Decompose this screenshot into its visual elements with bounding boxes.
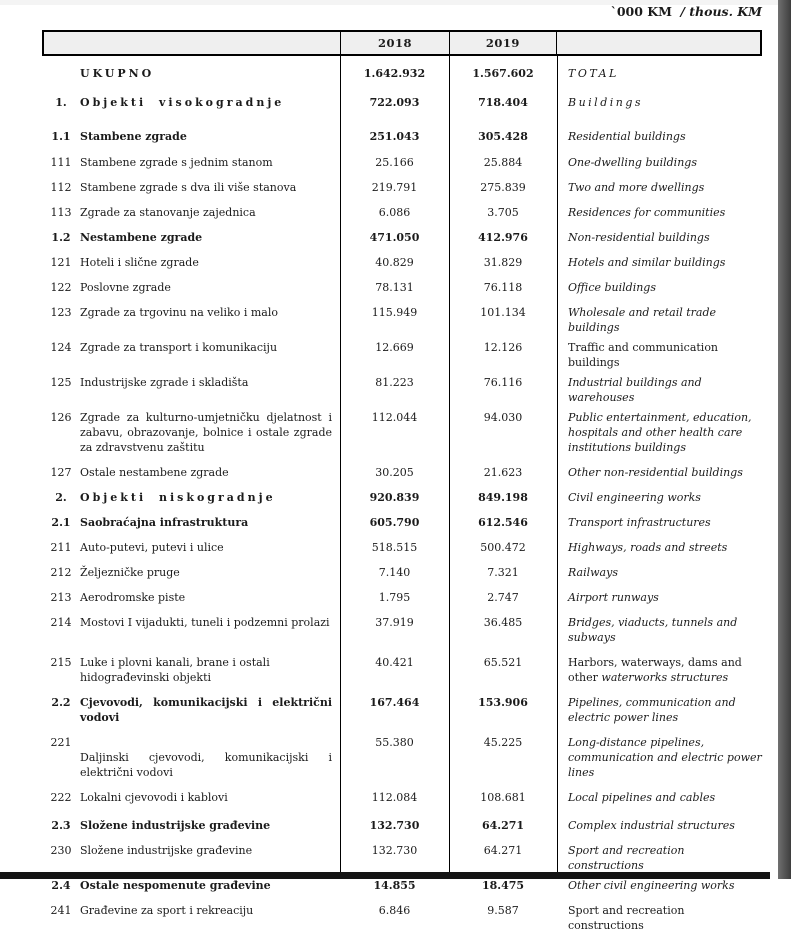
row-code: 122: [50, 281, 72, 294]
row-label-english: Sport and recreation constructions: [568, 904, 685, 932]
value-2018: 722.093: [369, 96, 420, 109]
table-row: [42, 86, 762, 116]
value-2019: 849.198: [478, 491, 528, 504]
row-label-bosnian: Mostovi I vijadukti, tuneli i podzemni prolazi: [80, 616, 330, 629]
table-row: [42, 175, 762, 200]
row-code: 1.2: [51, 231, 71, 244]
value-2018: 40.421: [375, 656, 414, 669]
row-label-english: [557, 655, 762, 685]
table-row: [42, 560, 762, 585]
row-code: 230: [50, 844, 72, 857]
value-2019: 65.521: [483, 656, 523, 669]
row-code: 2.: [55, 491, 67, 504]
table-header: [42, 30, 762, 56]
value-2018: 25.166: [375, 156, 414, 169]
row-code: 126: [50, 411, 72, 424]
row-code: 2.1: [51, 516, 71, 529]
value-2018: 167.464: [369, 696, 420, 709]
value-2018: 81.223: [375, 376, 414, 389]
table-row: [42, 405, 762, 460]
row-code: 213: [50, 591, 72, 604]
row-label-bosnian: Zgrade za transport i komunikaciju: [80, 341, 278, 354]
row-code: 127: [50, 466, 72, 479]
unit-note-km: `000 KM: [610, 4, 672, 19]
table-row: [42, 690, 762, 730]
row-code: 221: [50, 736, 72, 749]
row-label-bosnian: Građevine za sport i rekreaciju: [80, 904, 254, 917]
value-2019: 500.472: [480, 541, 526, 554]
row-code: 2.2: [51, 696, 71, 709]
value-2019: 45.225: [483, 736, 523, 749]
row-label-english: Non-residential buildings: [568, 231, 710, 244]
value-2019: 18.475: [481, 879, 525, 892]
table-row: [42, 510, 762, 535]
row-label-bosnian: Luke i plovni kanali, brane i ostali hidograđevinski objekti: [80, 656, 270, 684]
value-2018: 115.949: [371, 306, 418, 319]
value-2019: 412.976: [478, 231, 528, 244]
row-label-english: Airport runways: [568, 591, 659, 604]
value-2018: 132.730: [369, 819, 420, 832]
value-2018: 1.795: [378, 591, 411, 604]
row-label-english: Long-distance pipelines, communication and electric power lines: [568, 736, 762, 779]
value-2018: 518.515: [371, 541, 418, 554]
row-label-bosnian: Stambene zgrade s dva ili više stanova: [80, 181, 297, 194]
row-label-english: Other non-residential buildings: [568, 466, 743, 479]
row-label-bosnian: Stambene zgrade: [80, 130, 187, 143]
table-row: [42, 535, 762, 560]
value-2019: 108.681: [480, 791, 526, 804]
value-2019: 64.271: [483, 844, 523, 857]
row-label-english: Bridges, viaducts, tunnels and subways: [568, 616, 738, 644]
row-label-english: Public entertainment, education, hospitals and other health care institutions buildings: [568, 411, 752, 454]
row-code: 212: [50, 566, 72, 579]
row-label-english: Residences for communities: [568, 206, 726, 219]
row-code: 112: [50, 181, 72, 194]
row-code: 111: [50, 156, 72, 169]
row-label-english: Buildings: [568, 96, 644, 109]
row-label-english: Highways, roads and streets: [568, 541, 728, 554]
value-2019: 12.126: [483, 341, 523, 354]
value-2019: 3.705: [487, 206, 519, 219]
table-row: [42, 116, 762, 150]
row-code: 211: [50, 541, 72, 554]
table-row: [42, 370, 762, 405]
row-label-english: Hotels and similar buildings: [568, 256, 726, 269]
row-label-english: One-dwelling buildings: [568, 156, 697, 169]
unit-note-thous: / thous. KM: [680, 4, 762, 19]
value-2019: 718.404: [478, 96, 528, 109]
value-2018: 1.642.932: [363, 67, 426, 80]
row-code: 1.1: [51, 130, 71, 143]
row-label-bosnian: Zgrade za kulturno-umjetničku djelatnost i zabavu, obrazovanje, bolnice i ostale zgrade za zdravstvenu zaštitu: [80, 411, 332, 454]
row-code: 121: [50, 256, 72, 269]
value-2018: 6.846: [378, 904, 411, 917]
row-label-bosnian: Stambene zgrade s jednim stanom: [80, 156, 273, 169]
header-cell-english: [556, 32, 760, 54]
value-2018: 14.855: [373, 879, 416, 892]
value-2019: 305.428: [478, 130, 528, 143]
row-label-bosnian: Poslovne zgrade: [80, 281, 171, 294]
row-label-bosnian: Industrijske zgrade i skladišta: [80, 376, 249, 389]
row-code: 124: [50, 341, 72, 354]
table-row: [42, 898, 762, 933]
value-2018: 78.131: [375, 281, 414, 294]
row-code: 2.3: [51, 819, 71, 832]
row-code: 214: [50, 616, 72, 629]
row-label-english: Complex industrial structures: [568, 819, 735, 832]
row-label-english: Traffic and communication buildings: [568, 341, 719, 369]
row-label-english: Other civil engineering works: [568, 879, 735, 892]
row-label-bosnian: Auto-putevi, putevi i ulice: [80, 541, 224, 554]
row-label-english: Residential buildings: [568, 130, 686, 143]
row-label-bosnian: Objekti visokogradnje: [80, 96, 285, 109]
page-bottom-cutoff: [0, 872, 770, 879]
value-2019: 153.906: [478, 696, 528, 709]
value-2019: 31.829: [483, 256, 523, 269]
value-2019: 612.546: [478, 516, 528, 529]
row-label-bosnian: Cjevovodi, komunikacijski i električni vodovi: [80, 696, 332, 724]
unit-note: [611, 4, 762, 19]
value-2018: 112.044: [371, 411, 418, 424]
table-row: [42, 200, 762, 225]
value-2019: 94.030: [483, 411, 523, 424]
value-2019: 101.134: [480, 306, 526, 319]
table-body: [42, 56, 762, 933]
value-2019: 2.747: [487, 591, 519, 604]
row-label-english: Railways: [568, 566, 618, 579]
table-row: [42, 730, 762, 785]
value-2018: 471.050: [369, 231, 420, 244]
row-code: 222: [50, 791, 72, 804]
row-label-bosnian: Objekti niskogradnje: [80, 491, 276, 504]
row-code: 241: [50, 904, 72, 917]
value-2018: 251.043: [369, 130, 420, 143]
row-label-english: Transport infrastructures: [568, 516, 711, 529]
value-2018: 920.839: [369, 491, 420, 504]
value-2018: 132.730: [371, 844, 418, 857]
table-row: [42, 810, 762, 838]
value-2018: 40.829: [375, 256, 414, 269]
row-label-english: TOTAL: [568, 67, 619, 80]
table-row: [42, 300, 762, 335]
table-row: [42, 650, 762, 690]
value-2018: 30.205: [375, 466, 414, 479]
row-label-bosnian: Zgrade za trgovinu na veliko i malo: [80, 306, 278, 319]
value-2019: 25.884: [483, 156, 523, 169]
row-label-english: Local pipelines and cables: [568, 791, 716, 804]
english-label-upright-part: Harbors, waterways, dams and other: [568, 656, 742, 684]
table-row: [42, 225, 762, 250]
value-2019: 76.118: [483, 281, 523, 294]
row-code: 1.: [55, 96, 67, 109]
table-row: [42, 335, 762, 370]
row-label-bosnian: Ostale nespomenute građevine: [80, 879, 271, 892]
table-row: [42, 275, 762, 300]
value-2019: 1.567.602: [472, 67, 534, 80]
row-label-bosnian: Složene industrijske građevine: [80, 819, 271, 832]
row-label-bosnian: Ostale nestambene zgrade: [80, 466, 229, 479]
value-2019: 9.587: [487, 904, 519, 917]
table-row: [42, 610, 762, 650]
row-label-english: Office buildings: [568, 281, 656, 294]
row-label-bosnian: Hoteli i slične zgrade: [80, 256, 199, 269]
row-code: 113: [50, 206, 72, 219]
table-row: [42, 460, 762, 485]
value-2019: 275.839: [480, 181, 526, 194]
row-label-bosnian: Daljinski cjevovodi, komunikacijski i električni vodovi: [80, 751, 332, 779]
value-2019: 64.271: [481, 819, 525, 832]
value-2018: 7.140: [378, 566, 411, 579]
row-label-english: Civil engineering works: [568, 491, 701, 504]
table-row: [42, 150, 762, 175]
value-2018: 55.380: [375, 736, 414, 749]
row-label-english: Industrial buildings and warehouses: [568, 376, 702, 404]
row-label-english: Wholesale and retail trade buildings: [568, 306, 717, 334]
value-2018: 37.919: [375, 616, 414, 629]
table-row: [42, 585, 762, 610]
row-label-bosnian: Nestambene zgrade: [80, 231, 203, 244]
value-2019: 21.623: [483, 466, 523, 479]
row-label-bosnian: Saobraćajna infrastruktura: [80, 516, 249, 529]
row-code: 125: [50, 376, 72, 389]
row-code: 2.4: [51, 879, 71, 892]
page-right-edge: [778, 0, 791, 879]
value-2019: 36.485: [483, 616, 523, 629]
row-label-bosnian: Aerodromske piste: [80, 591, 186, 604]
header-cell-2018: 2018: [340, 32, 448, 54]
row-label-bosnian: Željezničke pruge: [80, 566, 180, 579]
table-row: [42, 250, 762, 275]
row-label-english: Sport and recreation constructions: [568, 844, 685, 872]
row-label-bosnian: Lokalni cjevovodi i kablovi: [80, 791, 228, 804]
english-label-italic-part: waterworks structures: [601, 671, 729, 684]
value-2018: 12.669: [375, 341, 414, 354]
table-row: [42, 485, 762, 510]
value-2018: 6.086: [378, 206, 411, 219]
value-2019: 7.321: [487, 566, 519, 579]
row-label-english: Two and more dwellings: [568, 181, 705, 194]
table-row: [42, 838, 762, 873]
row-label-bosnian: UKUPNO: [80, 67, 155, 80]
table-row: [42, 785, 762, 810]
value-2018: 112.084: [371, 791, 418, 804]
row-code: 215: [50, 656, 72, 669]
row-code: 123: [50, 306, 72, 319]
row-label-bosnian: Zgrade za stanovanje zajednica: [80, 206, 256, 219]
value-2018: 219.791: [371, 181, 418, 194]
row-label-english: Pipelines, communication and electric power lines: [568, 696, 736, 724]
header-cell-label: [44, 32, 340, 54]
value-2018: 605.790: [369, 516, 420, 529]
value-2019: 76.116: [483, 376, 523, 389]
row-label-bosnian: Složene industrijske građevine: [80, 844, 253, 857]
table-row: [42, 56, 762, 86]
header-cell-2019: 2019: [449, 32, 556, 54]
